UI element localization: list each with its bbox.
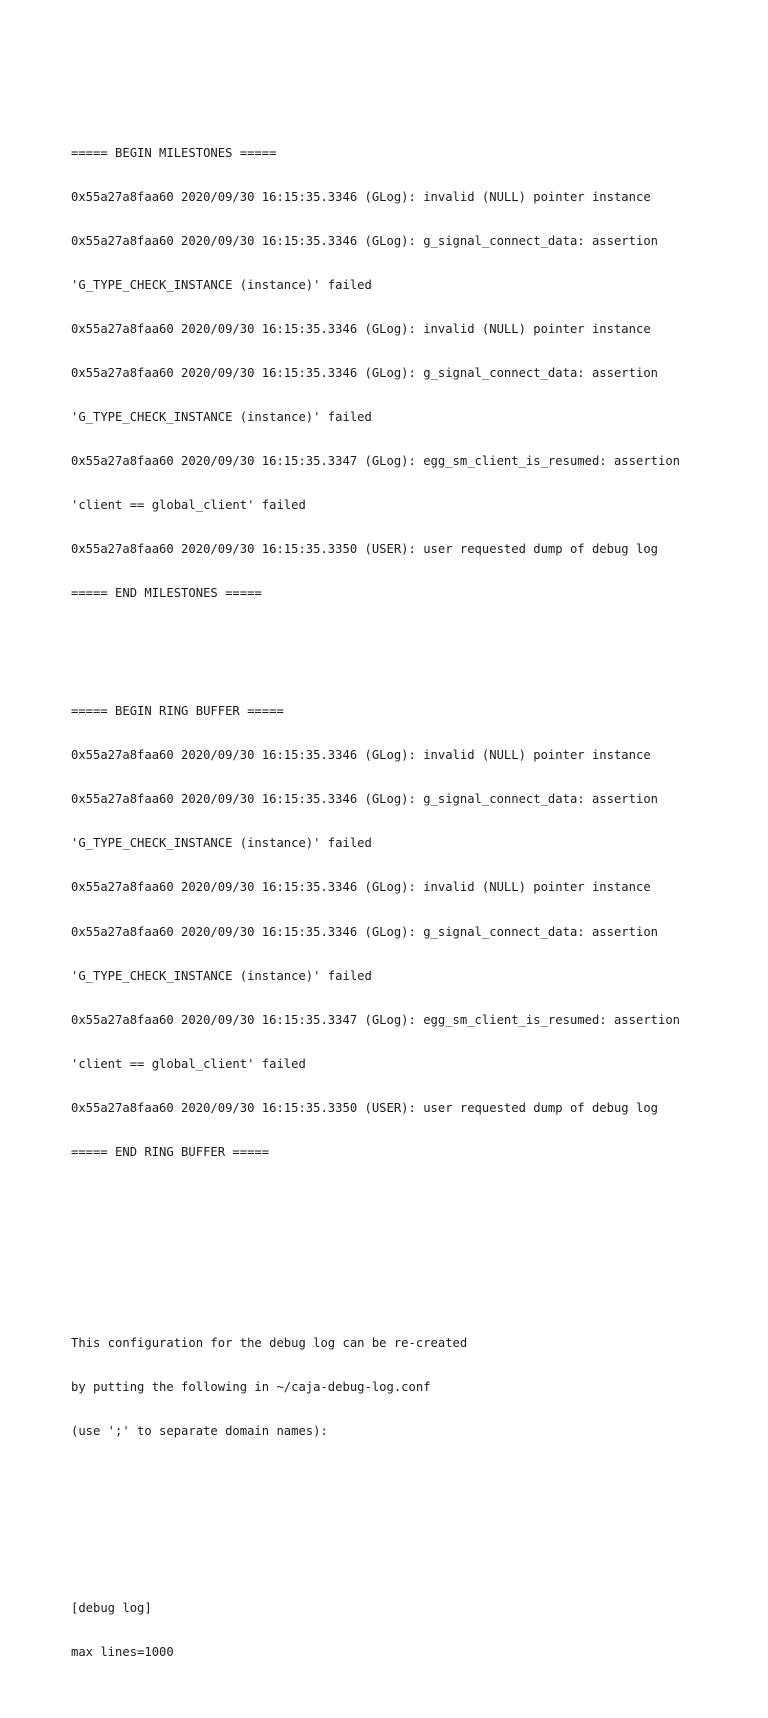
- log-line: 0x55a27a8faa60 2020/09/30 16:15:35.3346 (GLog): invalid (NULL) pointer instance: [71, 880, 651, 895]
- log-line: 0x55a27a8faa60 2020/09/30 16:15:35.3346 (GLog): invalid (NULL) pointer instance: [71, 321, 651, 336]
- log-line: 0x55a27a8faa60 2020/09/30 16:15:35.3346 (GLog): g_signal_connect_data: assertion: [71, 233, 658, 248]
- log-line: 0x55a27a8faa60 2020/09/30 16:15:35.3350 (USER): user requested dump of debug log: [71, 542, 658, 557]
- log-line: 0x55a27a8faa60 2020/09/30 16:15:35.3347 (GLog): egg_sm_client_is_resumed: assertion: [71, 1012, 681, 1027]
- log-line: 0x55a27a8faa60 2020/09/30 16:15:35.3347 (GLog): egg_sm_client_is_resumed: assertion: [71, 454, 681, 469]
- config-note: [71, 1307, 751, 1469]
- milestones-end-marker: ===== END MILESTONES =====: [71, 586, 262, 601]
- config-note-line: This configuration for the debug log can be re-created: [71, 1336, 468, 1351]
- blank-lines: [71, 1233, 751, 1262]
- log-line: 'G_TYPE_CHECK_INSTANCE (instance)' failed: [71, 836, 372, 851]
- config-note-line: (use ';' to separate domain names):: [71, 1424, 328, 1439]
- blank-line: [71, 1513, 751, 1528]
- debug-log-document: [71, 72, 751, 1718]
- config-section-header: [debug log]: [71, 1600, 152, 1615]
- log-line: 0x55a27a8faa60 2020/09/30 16:15:35.3346 (GLog): invalid (NULL) pointer instance: [71, 189, 651, 204]
- log-line: 0x55a27a8faa60 2020/09/30 16:15:35.3346 (GLog): g_signal_connect_data: assertion: [71, 365, 658, 380]
- milestones-section: [71, 116, 751, 630]
- milestones-begin-marker: ===== BEGIN MILESTONES =====: [71, 145, 277, 160]
- ring-buffer-begin-marker: ===== BEGIN RING BUFFER =====: [71, 704, 284, 719]
- config-note-line: by putting the following in ~/caja-debug-log.conf: [71, 1380, 431, 1395]
- log-line: 'G_TYPE_CHECK_INSTANCE (instance)' failed: [71, 410, 372, 425]
- log-line: 'G_TYPE_CHECK_INSTANCE (instance)' failed: [71, 968, 372, 983]
- log-line: 0x55a27a8faa60 2020/09/30 16:15:35.3350 (USER): user requested dump of debug log: [71, 1100, 658, 1115]
- log-line: 0x55a27a8faa60 2020/09/30 16:15:35.3346 (GLog): invalid (NULL) pointer instance: [71, 748, 651, 763]
- log-line: 'client == global_client' failed: [71, 498, 306, 513]
- log-line: 0x55a27a8faa60 2020/09/30 16:15:35.3346 (GLog): g_signal_connect_data: assertion: [71, 924, 658, 939]
- log-line: 0x55a27a8faa60 2020/09/30 16:15:35.3346 (GLog): g_signal_connect_data: assertion: [71, 792, 658, 807]
- log-line: 'G_TYPE_CHECK_INSTANCE (instance)' failed: [71, 277, 372, 292]
- log-line: 'client == global_client' failed: [71, 1056, 306, 1071]
- ring-buffer-section: [71, 675, 751, 1189]
- config-setting: max lines=1000: [71, 1644, 174, 1659]
- config-example: [71, 1571, 751, 1689]
- ring-buffer-end-marker: ===== END RING BUFFER =====: [71, 1145, 270, 1159]
